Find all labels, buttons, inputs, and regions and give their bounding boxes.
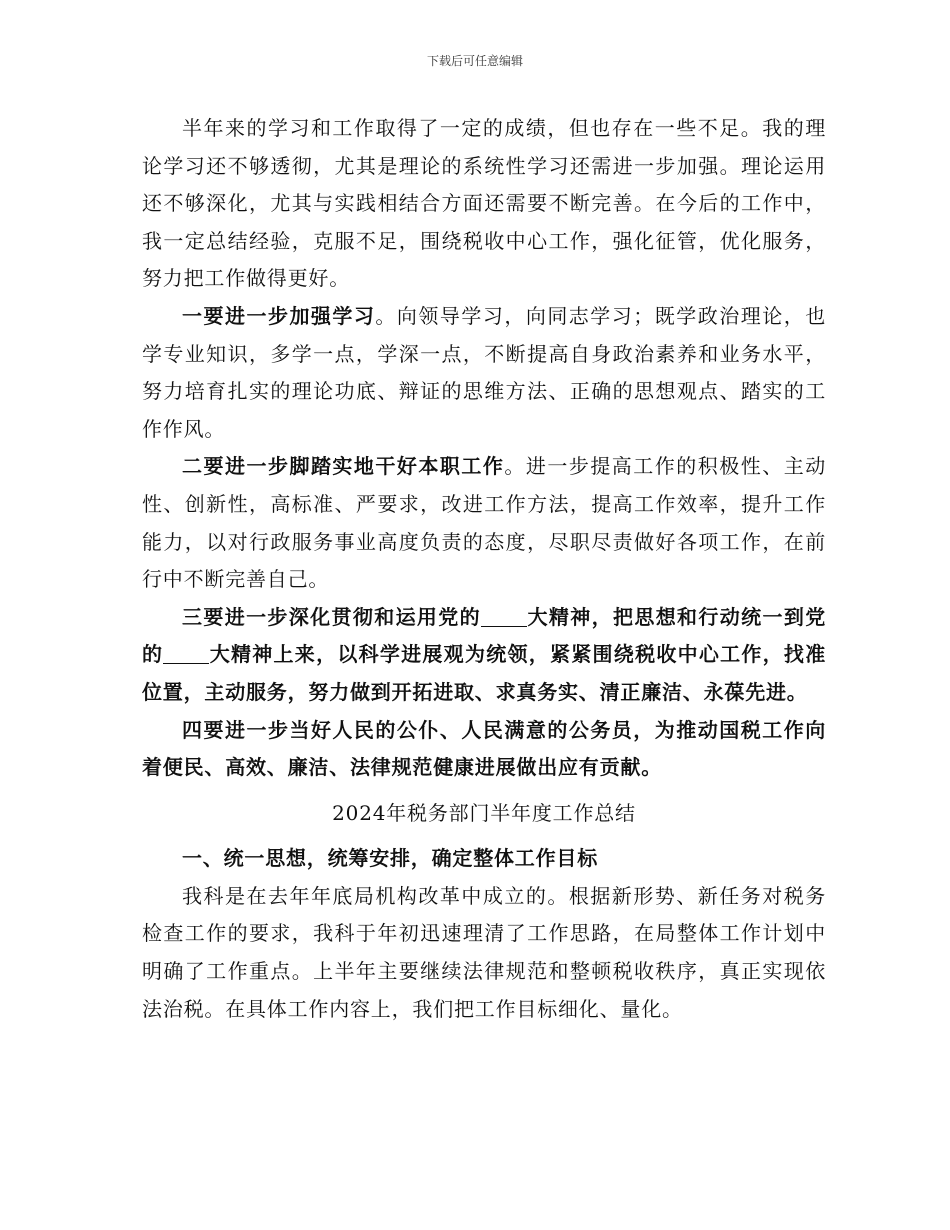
document-title: 2024年税务部门半年度工作总结 <box>332 800 636 825</box>
point-3-part2: 大精神，把思想和行动统一到党的 <box>142 604 826 667</box>
blank-underline-1 <box>481 606 527 627</box>
point-3-part1: 三要进一步深化贯彻和运用党的 <box>182 604 481 629</box>
document-body <box>142 110 826 1028</box>
point-2-text: 。进一步提高工作的积极性、主动性、创新性，高标准、严要求，改进工作方法，提高工作效率，提升工作能力，以对行政服务事业高度负责的态度，尽职尽责做好各项工作，在前行中不断完善自己。 <box>142 454 827 592</box>
point-3-part3: 大精神上来，以科学进展观为统领，紧紧围绕税收中心工作，找准位置，主动服务，努力做到开拓进取、求真务实、清正廉洁、永葆先进。 <box>142 642 826 704</box>
paragraph-point-2 <box>142 448 826 598</box>
blank-underline-2 <box>163 643 209 664</box>
paragraph-point-1 <box>142 298 826 448</box>
section-heading-1: 一、统一思想，统筹安排，确定整体工作目标 <box>182 846 598 871</box>
paragraph-point-3 <box>142 599 826 712</box>
point-2-lead: 二要进一步脚踏实地干好本职工作 <box>182 454 505 479</box>
page-header: 下载后可任意编辑 <box>426 54 523 68</box>
paragraph-section-1: 我科是在去年年底局机构改革中成立的。根据新形势、新任务对税务检查工作的要求，我科于年初迅速理清了工作思路，在局整体工作计划中明确了工作重点。上半年主要继续法律规范和整顿税收秩序，真正实现依法治税。在具体工作内容上，我们把工作目标细化、量化。 <box>142 883 826 1021</box>
point-1-text: 。向领导学习，向同志学习；既学政治理论，也学专业知识，多学一点，学深一点，不断提高自身政治素养和业务水平，努力培育扎实的理论功底、辩证的思维方法、正确的思想观点、踏实的工作作风。 <box>142 303 826 441</box>
paragraph-point-4: 四要进一步当好人民的公仆、人民满意的公务员，为推动国税工作向着便民、高效、廉洁、法律规范健康进展做出应有贡献。 <box>142 717 826 780</box>
paragraph-summary: 半年来的学习和工作取得了一定的成绩，但也存在一些不足。我的理论学习还不够透彻，尤其是理论的系统性学习还需进一步加强。理论运用还不够深化，尤其与实践相结合方面还需要不断完善。在今后的工作中，我一定总结经验，克服不足，围绕税收中心工作，强化征管，优化服务，努力把工作做得更好。 <box>142 116 826 291</box>
point-1-lead: 一要进一步加强学习 <box>182 303 376 328</box>
